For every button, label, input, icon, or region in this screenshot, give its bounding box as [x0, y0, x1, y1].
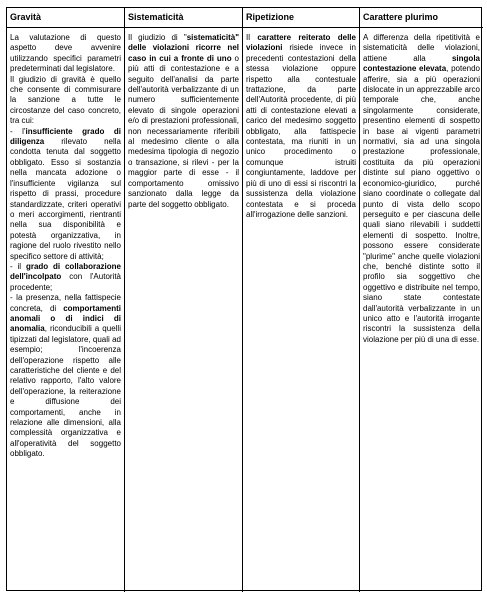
cell-carattere-plurimo: [360, 28, 483, 592]
paragraph-text: - la presenza, nella fattispecie concreta, di: [10, 293, 121, 313]
paragraph: [10, 262, 121, 293]
paragraph-emphasis: singola contestazione elevata: [363, 53, 480, 74]
paragraph-text: rilevato nella condotta tenuta dal soggetto obbligato. Esso si sostanzia nella mancata adozione o l'insufficiente vigilanza sul rispetto di prassi, procedure standardizzate, criteri operativi o meri accorgimenti, rientranti nella sua disponibilità e potestà organizzativa, in ragione del ruolo rivestito nello specifico settore di attività;: [10, 137, 121, 261]
paragraph: [10, 293, 121, 460]
paragraph: [10, 33, 121, 75]
paragraph: [246, 33, 356, 220]
paragraph: [10, 127, 121, 262]
paragraph: [10, 75, 121, 127]
paragraph-text: - il: [10, 261, 26, 271]
cell-sistematicita: [125, 28, 243, 592]
paragraph-emphasis: comportamenti anomali o di indici di anomalia: [10, 303, 121, 334]
paragraph-text: risiede invece in precedenti contestazioni della stessa violazione oppure rispetto alla contestuale trattazione, da parte dell'Autorità procedente, di più atti di contestazione elevati a carico del medesimo soggetto obbligato, alla fattispecie contestata, ma riuniti in un unico procedimento o comunque istruiti congiuntamente, laddove per più di uno di essi si riscontri la sussistenza della violazione contestata e si proceda all'irrogazione delle sanzioni.: [246, 43, 356, 219]
paragraph-emphasis: sistematicità" delle violazioni ricorre nel caso in cui a fronte di uno: [128, 33, 239, 63]
cell-gravita: [7, 28, 125, 592]
paragraph-text: A differenza della ripetitività e sistematicità delle violazioni, attiene alla: [363, 33, 480, 63]
paragraph-text: , potendo afferire, sia a più operazioni dislocate in un apprezzabile arco temporale che, anche singolarmente considerate, presentino elementi di sospetto in base ai vigenti parametri normativi, sia ad una singola prestazione professionale, costituita da più operazioni distinte sul piano oggettivo o economico-giuridico, purché siano coordinate o collegate dal punto di vista dello scopo perseguito e per ciascuna delle quali siano rilevabili i suddetti elementi di sospetto. Inoltre, possono essere considerate "plurime" anche quelle violazioni che, benché distinte sotto il profilo sia soggettivo che oggettivo e distribuite nel tempo, siano state contestate dall'autorità verbalizzante in un unico atto e l'autorità irrogante riscontri la sussistenza della violazione per più di una di esse.: [363, 64, 480, 344]
paragraph-text: o più atti di contestazione e a seguito dell'analisi da parte dell'autorità verbalizzante di un numero sufficientemente elevato di singole operazioni e/o di prestazioni professionali, non necessariamente riferibili al medesimo cliente o alla medesima tipologia di negozio o transazione, si rilevi - per la maggior parte di esse - il comportamento omissivo sanzionato dalla legge da parte del soggetto obbligato.: [128, 53, 240, 209]
paragraph: [128, 33, 239, 210]
paragraph-emphasis: carattere reiterato delle violazioni: [246, 33, 356, 53]
header-gravita: Gravità: [7, 8, 125, 28]
paragraph: [363, 33, 480, 345]
criteria-table: [6, 7, 482, 591]
paragraph-text: , riconducibili a quelli tipizzati dal legislatore, quali ad esempio; l'incoerenza dell'operazione rispetto alle caratteristiche del cliente e del relativo rapporto, l'alto valore dell'operazione, la reiterazione e diffusione dei comportamenti, anche in relazione alle dimensioni, alla complessità organizzativa e all'operatività del soggetto obbligato.: [10, 324, 121, 459]
paragraph-text: Il giudizio di gravità è quello che consente di commisurare la sanzione a tutte le circostanze del caso concreto, tra cui:: [10, 74, 121, 126]
paragraph-emphasis: insufficiente grado di diligenza: [10, 126, 121, 147]
paragraph-text: Il: [246, 33, 258, 42]
paragraph-text: - l': [10, 126, 26, 136]
paragraph-text: La valutazione di questo aspetto deve avvenire utilizzando specifici parametri predeterminati dal legislatore.: [10, 33, 121, 74]
header-sistematicita: Sistematicità: [125, 8, 243, 28]
header-carattere-plurimo: Carattere plurimo: [360, 8, 483, 28]
cell-ripetizione: [243, 28, 360, 592]
paragraph-text: con l'Autorità procedente;: [10, 272, 121, 292]
header-ripetizione: Ripetizione: [243, 8, 360, 28]
paragraph-emphasis: grado di collaborazione dell'incolpato: [10, 261, 121, 282]
paragraph-text: Il giudizio di ": [128, 33, 187, 42]
